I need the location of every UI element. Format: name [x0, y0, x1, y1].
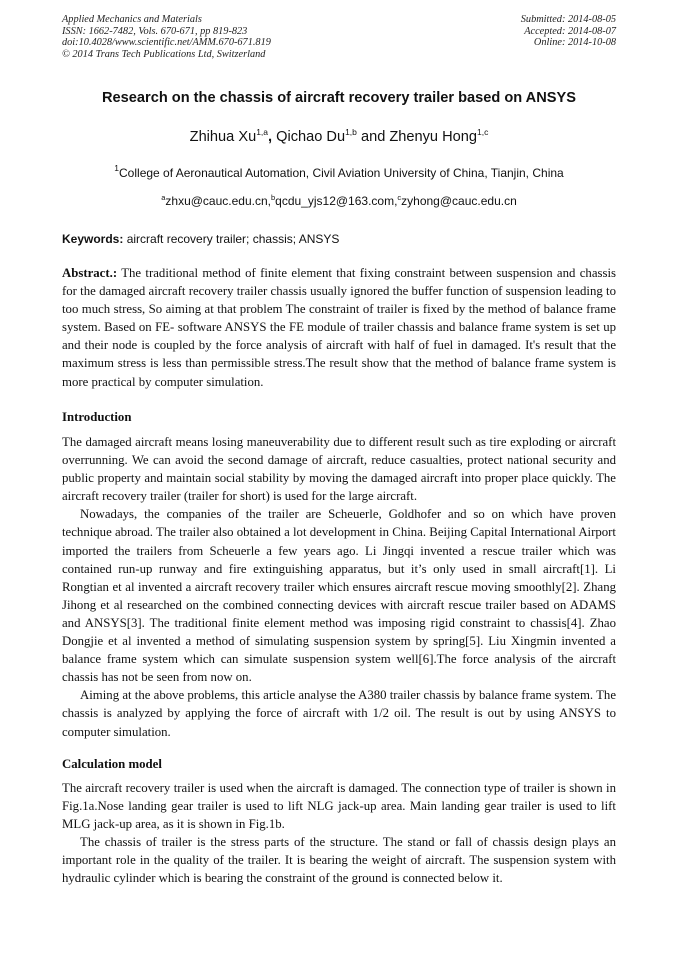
email-mark: c — [397, 193, 402, 202]
author-list — [0, 129, 678, 145]
section-heading-introduction: Introduction — [62, 410, 132, 424]
keywords-label: Keywords: — [62, 232, 124, 246]
paragraph: The damaged aircraft means losing maneuverability due to different result such as tire exploding or aircraft overrunning. We can avoid the second damage of aircraft, reduce casualties, protect national security and public property and maintain social stability by moving the damaged aircraft into proper place quickly. The aircraft recovery trailer (trailer for short) is used for the large aircraft. — [62, 435, 616, 504]
submission-dates — [521, 14, 616, 49]
submitted-date: Submitted: 2014-08-05 — [520, 14, 616, 25]
email-mark: b — [270, 193, 276, 202]
author-name: Zhenyu Hong — [389, 129, 477, 145]
email-link[interactable]: zhxu@cauc.edu.cn, — [165, 194, 271, 208]
abstract-label: Abstract.: — [62, 266, 118, 280]
paragraph: The aircraft recovery trailer is used when the aircraft is damaged. The connection type of trailer is shown in Fig.1a.Nose landing gear trailer is used to lift NLG jack-up area. Main landing gear trailer is used to lift MLG jack-up area, as it is shown in Fig.1b. — [62, 781, 616, 832]
author-affiliation-mark: 1,a — [256, 127, 269, 137]
affiliation — [0, 163, 678, 180]
email-link[interactable]: zyhong@cauc.edu.cn — [401, 194, 517, 208]
journal-info — [62, 14, 271, 60]
journal-copyright: © 2014 Trans Tech Publications Ltd, Switzerland — [62, 48, 266, 60]
journal-doi: doi:10.4028/www.scientific.net/AMM.670-671.819 — [62, 37, 271, 49]
paper-title: Research on the chassis of aircraft recovery trailer based on ANSYS — [102, 90, 576, 106]
keywords — [62, 232, 616, 246]
introduction-body — [62, 433, 616, 741]
journal-issn: ISSN: 1662-7482, Vols. 670-671, pp 819-823 — [62, 25, 248, 37]
author-emails — [0, 194, 678, 208]
paragraph: The chassis of trailer is the stress parts of the structure. The stand or fall of chassis design plays an important role in the quality of the trailer. It is bearing the weight of aircraft. The suspension system with hydraulic cylinder which is bearing the constraint of the ground is connected below it. — [62, 835, 616, 886]
paragraph: Nowadays, the companies of the trailer are Scheuerle, Goldhofer and so on which have proven technique abroad. The trailer also obtained a lot development in China. Beijing Capital International Airport imported the trailers from Scheuerle a few years ago. Li Jingqi invented a rescue trailer which was contained run-up runway and fire extinguishing apparatus, but it’s only used in small aircraft[1]. Li Rongtian et al invented a aircraft recovery trailer which ensures aircraft rescue moving smoothly[2]. Zhang Jihong et al researched on the combined connecting devices with aircraft rescue trailer based on ADAMS and ANSYS[3]. The traditional finite element method was imposing rigid constraint to chassis[4]. Zhao Dongjie et al invented a method of simulating suspension system by spring[5]. Liu Xingmin invented a balance frame system which can simulate suspension system well[6].The force analysis of the aircraft chassis has not be seen from now on. — [62, 507, 616, 685]
accepted-date: Accepted: 2014-08-07 — [524, 25, 616, 37]
online-date: Online: 2014-10-08 — [533, 37, 616, 49]
paragraph: Aiming at the above problems, this article analyse the A380 trailer chassis by balance frame system. The chassis is analyzed by applying the force of aircraft with 1/2 oil. The result is out by using ANSYS to computer simulation. — [62, 688, 616, 739]
journal-name: Applied Mechanics and Materials — [62, 14, 202, 25]
author-separator: and — [356, 129, 390, 145]
author-affiliation-mark: 1,c — [477, 127, 489, 137]
calculation-model-body — [62, 779, 616, 888]
author-name: Qichao Du — [276, 129, 346, 145]
author-affiliation-mark: 1,b — [345, 127, 357, 137]
email-mark: a — [161, 193, 166, 202]
author-name: Zhihua Xu — [189, 129, 257, 145]
affiliation-mark: 1 — [114, 163, 120, 173]
affiliation-text: College of Aeronautical Automation, Civil Aviation University of China, Tianjin, China — [119, 166, 564, 180]
abstract-text: The traditional method of finite element that fixing constraint between suspension and chassis for the damaged aircraft recovery trailer chassis usually ignored the buffer function of suspension leading to too much stress, So aiming at that problem The constraint of trailer is fixed by the method of balance frame system. Based on FE- software ANSYS the FE module of trailer chassis and balance frame system is set up and their node is coupled by the force analysis of aircraft with half of fuel in damaged. It's result that the maximum stress is less than permissible stress.The result show that the method of balance frame system is more practical by computer simulation. — [62, 266, 616, 389]
keywords-text: aircraft recovery trailer; chassis; ANSYS — [123, 232, 340, 246]
section-heading-calculation-model: Calculation model — [62, 757, 162, 771]
email-link[interactable]: qcdu_yjs12@163.com, — [275, 194, 398, 208]
author-separator: , — [268, 129, 277, 145]
abstract — [62, 264, 616, 391]
